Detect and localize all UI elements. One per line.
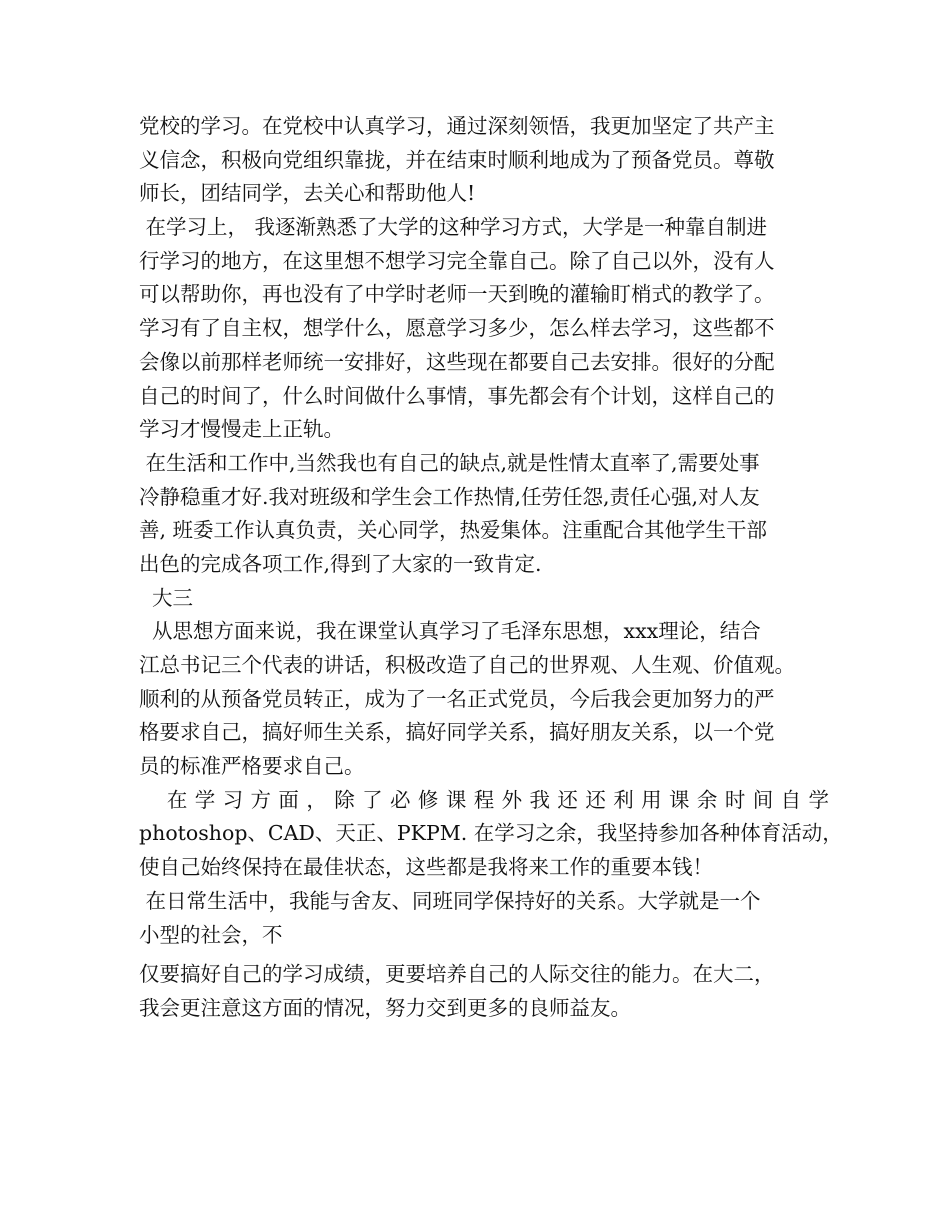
text-line: 出色的完成各项工作,得到了大家的一致肯定. bbox=[139, 551, 542, 576]
text-line: 行学习的地方，在这里想不想学习完全靠自己。除了自己以外，没有人 bbox=[139, 248, 775, 273]
text-line: 在学习方面，除了必修课程外我还还利用课余时间自学 bbox=[139, 787, 837, 812]
text-line: 格要求自己，搞好师生关系，搞好同学关系，搞好朋友关系，以一个党 bbox=[139, 720, 775, 745]
text-line: 在日常生活中，我能与舍友、同班同学保持好的关系。大学就是一个 bbox=[139, 888, 761, 913]
text-line: 我会更注意这方面的情况，努力交到更多的良师益友。 bbox=[139, 995, 631, 1020]
text-line: 从思想方面来说，我在课堂认真学习了毛泽东思想，xxx理论，结合 bbox=[139, 619, 761, 644]
text-line: photoshop、CAD、天正、PKPM. 在学习之余，我坚持参加各种体育活动， bbox=[139, 821, 843, 846]
text-line: 可以帮助你，再也没有了中学时老师一天到晚的灌输盯梢式的教学了。 bbox=[139, 282, 775, 307]
text-line: 江总书记三个代表的讲话，积极改造了自己的世界观、人生观、价值观。 bbox=[139, 653, 795, 677]
text-line: 员的标准严格要求自己。 bbox=[139, 754, 365, 779]
text-line: 冷静稳重才好.我对班级和学生会工作热情,任劳任怨,责任心强,对人友 bbox=[139, 484, 760, 509]
text-line: 会像以前那样老师统一安排好，这些现在都要自己去安排。很好的分配 bbox=[139, 349, 775, 374]
text-line: 仅要搞好自己的学习成绩，更要培养自己的人际交往的能力。在大二， bbox=[139, 962, 775, 987]
text-line: 使自己始终保持在最佳状态，这些都是我将来工作的重要本钱！ bbox=[139, 855, 713, 880]
section-heading: 大三 bbox=[139, 585, 194, 610]
text-line: 善, 班委工作认真负责，关心同学，热爱集体。注重配合其他学生干部 bbox=[139, 518, 768, 543]
text-line: 自己的时间了，什么时间做什么事情，事先都会有个计划，这样自己的 bbox=[139, 383, 775, 408]
text-line: 党校的学习。在党校中认真学习，通过深刻领悟，我更加坚定了共产主 bbox=[139, 114, 775, 138]
text-line: 义信念，积极向党组织靠拢，并在结束时顺利地成为了预备党员。尊敬 bbox=[139, 147, 775, 172]
text-line: 师长，团结同学，去关心和帮助他人! bbox=[139, 181, 476, 206]
text-line: 学习有了自主权，想学什么，愿意学习多少，怎么样去学习，这些都不 bbox=[139, 316, 775, 341]
text-line: 顺利的从预备党员转正，成为了一名正式党员，今后我会更加努力的严 bbox=[139, 686, 775, 711]
text-line: 学习才慢慢走上正轨。 bbox=[139, 417, 344, 442]
text-line: 小型的社会，不 bbox=[139, 922, 283, 947]
text-line: 在生活和工作中,当然我也有自己的缺点,就是性情太直率了,需要处事 bbox=[139, 450, 760, 475]
text-line: 在学习上， 我逐渐熟悉了大学的这种学习方式，大学是一种靠自制进 bbox=[139, 215, 768, 240]
document-body bbox=[139, 110, 843, 1026]
